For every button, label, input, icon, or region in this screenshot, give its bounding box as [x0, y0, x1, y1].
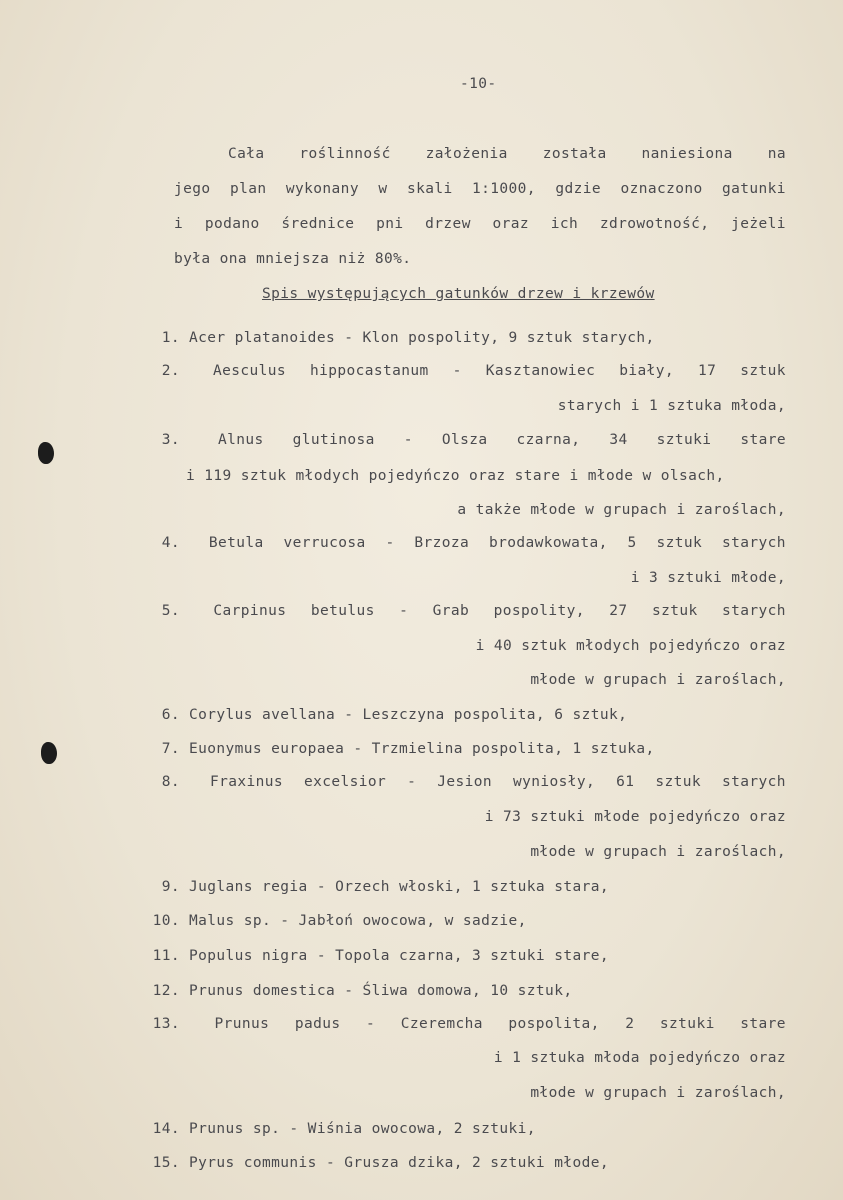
word: wykonany: [285, 181, 359, 197]
item-number: 8.: [161, 774, 180, 790]
word: plan: [229, 181, 267, 197]
word: stare: [740, 1016, 786, 1032]
list-item-justified: [150, 601, 786, 621]
word: pni: [376, 216, 404, 232]
item-text: Prunus domestica - Śliwa domowa, 10 sztuk,: [189, 983, 573, 999]
item-number: 6.: [161, 707, 180, 723]
word: i: [174, 216, 184, 232]
word: Betula: [208, 535, 264, 551]
word: ich: [550, 216, 579, 232]
list-item: [150, 328, 655, 348]
item-number: 2.: [161, 363, 180, 379]
word: -: [452, 363, 462, 379]
item-text: Juglans regia - Orzech włoski, 1 sztuka stara,: [189, 879, 609, 895]
word: Fraxinus: [209, 774, 284, 790]
word: została: [542, 146, 607, 162]
word: 27: [609, 603, 628, 619]
word: Cała: [228, 146, 265, 162]
word: hippocastanum: [309, 363, 429, 379]
item-number: 7.: [161, 741, 180, 757]
word: zdrowotność,: [599, 216, 710, 232]
item-number: 9.: [161, 879, 180, 895]
list-item-justified: [150, 533, 786, 553]
word: jego: [174, 181, 211, 197]
list-item: [150, 1153, 609, 1173]
word: podano: [204, 216, 260, 232]
list-title: Spis występujących gatunków drzew i krzewów: [262, 286, 655, 302]
word: Carpinus: [213, 603, 287, 619]
item-text: Pyrus communis - Grusza dzika, 2 sztuki młode,: [189, 1155, 609, 1171]
word: gdzie: [555, 181, 602, 197]
word: skali: [406, 181, 453, 197]
item-continuation: i 73 sztuki młode pojedyńczo oraz: [484, 809, 786, 825]
word: pospolita,: [508, 1016, 600, 1032]
page-number: -10-: [460, 76, 497, 92]
item-number: 4.: [161, 535, 180, 551]
item-continuation: i 40 sztuk młodych pojedyńczo oraz: [475, 638, 786, 654]
word: excelsior: [303, 774, 387, 790]
word: 2: [625, 1016, 635, 1032]
item-continuation: starych i 1 sztuka młoda,: [557, 398, 786, 414]
word: oznaczono: [620, 181, 703, 197]
list-item: [150, 911, 527, 931]
word: Grab: [432, 603, 470, 619]
list-item-justified: [150, 430, 786, 450]
word: 17: [698, 363, 717, 379]
list-item: [150, 946, 609, 966]
list-item: [150, 705, 627, 725]
word: stare: [740, 432, 786, 448]
word: pospolity,: [493, 603, 585, 619]
word: sztuk: [651, 603, 698, 619]
list-item-justified: [150, 1014, 786, 1034]
item-number: 15.: [152, 1155, 180, 1171]
list-item-justified: [150, 361, 786, 381]
item-number: 11.: [152, 948, 180, 964]
word: sztuk: [656, 535, 703, 551]
list-item: [150, 981, 572, 1001]
word: -: [403, 432, 413, 448]
list-item: [150, 739, 655, 759]
word: Aesculus: [212, 363, 287, 379]
word: 5: [627, 535, 637, 551]
word: roślinność: [299, 146, 391, 162]
word: drzew: [425, 216, 471, 232]
word: -: [407, 774, 417, 790]
intro-line-4: była ona mniejsza niż 80%.: [174, 251, 412, 267]
word: wyniosły,: [512, 774, 596, 790]
word: gatunki: [722, 181, 786, 197]
intro-line-1: [228, 144, 786, 164]
word: sztuki: [656, 432, 712, 448]
item-number: 1.: [161, 330, 180, 346]
item-number: 14.: [152, 1121, 180, 1137]
word: jeżeli: [731, 216, 786, 232]
intro-line-2: [174, 179, 786, 199]
word: Czeremcha: [400, 1016, 483, 1032]
word: betulus: [310, 603, 375, 619]
item-number: 10.: [152, 913, 180, 929]
word: 61: [616, 774, 635, 790]
word: sztuk: [740, 363, 786, 379]
word: czarna,: [516, 432, 581, 448]
word: sztuki: [659, 1016, 715, 1032]
word: 1:1000,: [472, 181, 536, 197]
word: -: [385, 535, 395, 551]
item-number: 3.: [161, 432, 180, 448]
word: starych: [722, 603, 786, 619]
item-continuation: młode w grupach i zaroślach,: [530, 1085, 786, 1101]
word: oraz: [492, 216, 530, 232]
item-text: Acer platanoides - Klon pospolity, 9 sztuk starych,: [189, 330, 655, 346]
word: Brzoza: [414, 535, 470, 551]
word: sztuk: [655, 774, 702, 790]
word: verrucosa: [283, 535, 366, 551]
item-text: Euonymus europaea - Trzmielina pospolita, 1 sztuka,: [189, 741, 655, 757]
word: brodawkowata,: [489, 535, 608, 551]
word: Olsza: [441, 432, 488, 448]
item-continuation: i 119 sztuk młodych pojedyńczo oraz stare i młode w olsach,: [186, 468, 725, 484]
punch-hole-top: [38, 442, 54, 464]
item-text: Prunus sp. - Wiśnia owocowa, 2 sztuki,: [189, 1121, 536, 1137]
item-continuation: a także młode w grupach i zaroślach,: [457, 502, 786, 518]
word: na: [767, 146, 786, 162]
punch-hole-bottom: [41, 742, 57, 764]
list-item: [150, 1119, 536, 1139]
word: glutinosa: [292, 432, 375, 448]
item-number: 13.: [152, 1016, 180, 1032]
word: Alnus: [217, 432, 264, 448]
word: 34: [609, 432, 628, 448]
word: Kasztanowiec: [485, 363, 596, 379]
word: średnice: [281, 216, 355, 232]
word: -: [399, 603, 409, 619]
word: naniesiona: [641, 146, 733, 162]
word: starych: [721, 774, 786, 790]
word: w: [378, 181, 388, 197]
item-number: 5.: [161, 603, 180, 619]
word: założenia: [425, 146, 508, 162]
item-number: 12.: [152, 983, 180, 999]
item-text: Populus nigra - Topola czarna, 3 sztuki stare,: [189, 948, 609, 964]
word: Jesion: [437, 774, 493, 790]
item-continuation: młode w grupach i zaroślach,: [530, 844, 786, 860]
list-item-justified: [150, 772, 786, 792]
word: biały,: [619, 363, 675, 379]
item-text: Corylus avellana - Leszczyna pospolita, 6 sztuk,: [189, 707, 628, 723]
item-continuation: i 1 sztuka młoda pojedyńczo oraz: [493, 1050, 786, 1066]
item-continuation: młode w grupach i zaroślach,: [530, 672, 786, 688]
word: Prunus: [214, 1016, 270, 1032]
list-item: [150, 877, 609, 897]
intro-line-3: [174, 214, 786, 234]
word: -: [366, 1016, 376, 1032]
word: starych: [721, 535, 786, 551]
item-continuation: i 3 sztuki młode,: [630, 570, 786, 586]
item-text: Malus sp. - Jabłoń owocowa, w sadzie,: [189, 913, 527, 929]
word: padus: [294, 1016, 341, 1032]
